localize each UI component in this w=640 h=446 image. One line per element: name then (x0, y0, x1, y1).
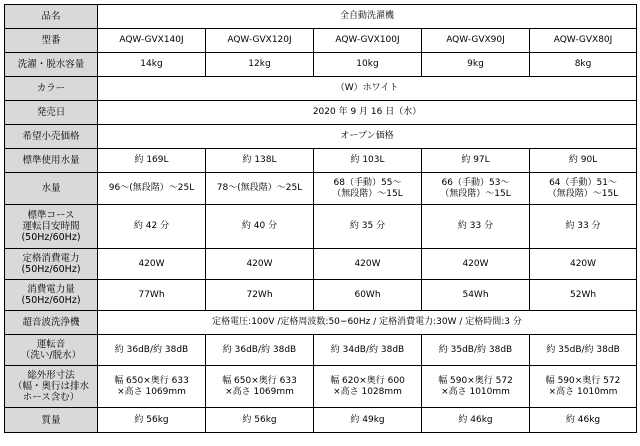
water-level-cell: 64（手動）51〜 （無段階）〜15L (530, 173, 637, 205)
label-ultrasonic: 超音波洗浄機 (5, 311, 98, 335)
water-level-cell: 78〜(無段階）〜25L (206, 173, 314, 205)
label-release: 発売日 (5, 101, 98, 125)
water-usage-cell: 約 138L (206, 149, 314, 173)
dimensions-cell: 幅 590×奥行 572 ×高さ 1010mm (422, 366, 530, 408)
spec-table (4, 4, 637, 433)
row-runtime (5, 205, 637, 249)
rated-power-cell: 420W (422, 249, 530, 280)
capacity-cell: 8kg (530, 53, 637, 77)
capacity-cell: 14kg (98, 53, 206, 77)
noise-cell: 約 34dB/約 38dB (314, 335, 422, 366)
runtime-cell: 約 40 分 (206, 205, 314, 249)
model-cell: AQW-GVX80J (530, 29, 637, 53)
label-capacity: 洗濯・脱水容量 (5, 53, 98, 77)
row-noise (5, 335, 637, 366)
runtime-cell: 約 33 分 (422, 205, 530, 249)
water-level-cell: 66（手動）53〜 （無段階）〜15L (422, 173, 530, 205)
noise-cell: 約 35dB/約 38dB (422, 335, 530, 366)
row-weight (5, 408, 637, 433)
label-dimensions: 総外形寸法 （幅・奥行は排水 ホース含む） (5, 366, 98, 408)
row-energy (5, 280, 637, 311)
noise-cell: 約 35dB/約 38dB (530, 335, 637, 366)
capacity-cell: 9kg (422, 53, 530, 77)
weight-cell: 約 56kg (98, 408, 206, 433)
value-color: （W）ホワイト (98, 77, 637, 101)
rated-power-cell: 420W (206, 249, 314, 280)
row-release (5, 101, 637, 125)
rated-power-cell: 420W (98, 249, 206, 280)
dimensions-cell: 幅 590×奥行 572 ×高さ 1010mm (530, 366, 637, 408)
noise-cell: 約 36dB/約 38dB (206, 335, 314, 366)
model-cell: AQW-GVX120J (206, 29, 314, 53)
water-usage-cell: 約 103L (314, 149, 422, 173)
label-noise: 運転音 （洗い/脱水） (5, 335, 98, 366)
label-weight: 質量 (5, 408, 98, 433)
energy-cell: 72Wh (206, 280, 314, 311)
capacity-cell: 12kg (206, 53, 314, 77)
row-capacity (5, 53, 637, 77)
row-color (5, 77, 637, 101)
runtime-cell: 約 42 分 (98, 205, 206, 249)
dimensions-cell: 幅 620×奥行 600 ×高さ 1028mm (314, 366, 422, 408)
value-price: オープン価格 (98, 125, 637, 149)
value-release: 2020 年 9 月 16 日（水） (98, 101, 637, 125)
label-name: 品名 (5, 5, 98, 29)
energy-cell: 52Wh (530, 280, 637, 311)
row-water-level (5, 173, 637, 205)
model-cell: AQW-GVX100J (314, 29, 422, 53)
label-rated-power: 定格消費電力 (50Hz/60Hz) (5, 249, 98, 280)
value-name: 全自動洗濯機 (98, 5, 637, 29)
rated-power-cell: 420W (530, 249, 637, 280)
label-water-usage: 標準使用水量 (5, 149, 98, 173)
energy-cell: 60Wh (314, 280, 422, 311)
row-dimensions (5, 366, 637, 408)
energy-cell: 54Wh (422, 280, 530, 311)
row-water-usage (5, 149, 637, 173)
row-name (5, 5, 637, 29)
label-model: 型番 (5, 29, 98, 53)
row-price (5, 125, 637, 149)
label-color: カラー (5, 77, 98, 101)
label-runtime: 標準コース 運転目安時間 (50Hz/60Hz) (5, 205, 98, 249)
model-cell: AQW-GVX90J (422, 29, 530, 53)
water-level-cell: 96〜(無段階）〜25L (98, 173, 206, 205)
label-water-level: 水量 (5, 173, 98, 205)
runtime-cell: 約 33 分 (530, 205, 637, 249)
row-ultrasonic (5, 311, 637, 335)
weight-cell: 約 46kg (422, 408, 530, 433)
row-model (5, 29, 637, 53)
runtime-cell: 約 35 分 (314, 205, 422, 249)
water-level-cell: 68（手動）55〜 （無段階）〜15L (314, 173, 422, 205)
dimensions-cell: 幅 650×奥行 633 ×高さ 1069mm (98, 366, 206, 408)
water-usage-cell: 約 97L (422, 149, 530, 173)
row-rated-power (5, 249, 637, 280)
label-energy: 消費電力量 (50Hz/60Hz) (5, 280, 98, 311)
noise-cell: 約 36dB/約 38dB (98, 335, 206, 366)
rated-power-cell: 420W (314, 249, 422, 280)
label-price: 希望小売価格 (5, 125, 98, 149)
weight-cell: 約 49kg (314, 408, 422, 433)
weight-cell: 約 46kg (530, 408, 637, 433)
water-usage-cell: 約 169L (98, 149, 206, 173)
capacity-cell: 10kg (314, 53, 422, 77)
value-ultrasonic: 定格電圧:100V /定格周波数:50−60Hz / 定格消費電力:30W / 定格時間:3 分 (98, 311, 637, 335)
water-usage-cell: 約 90L (530, 149, 637, 173)
weight-cell: 約 56kg (206, 408, 314, 433)
energy-cell: 77Wh (98, 280, 206, 311)
dimensions-cell: 幅 650×奥行 633 ×高さ 1069mm (206, 366, 314, 408)
model-cell: AQW-GVX140J (98, 29, 206, 53)
